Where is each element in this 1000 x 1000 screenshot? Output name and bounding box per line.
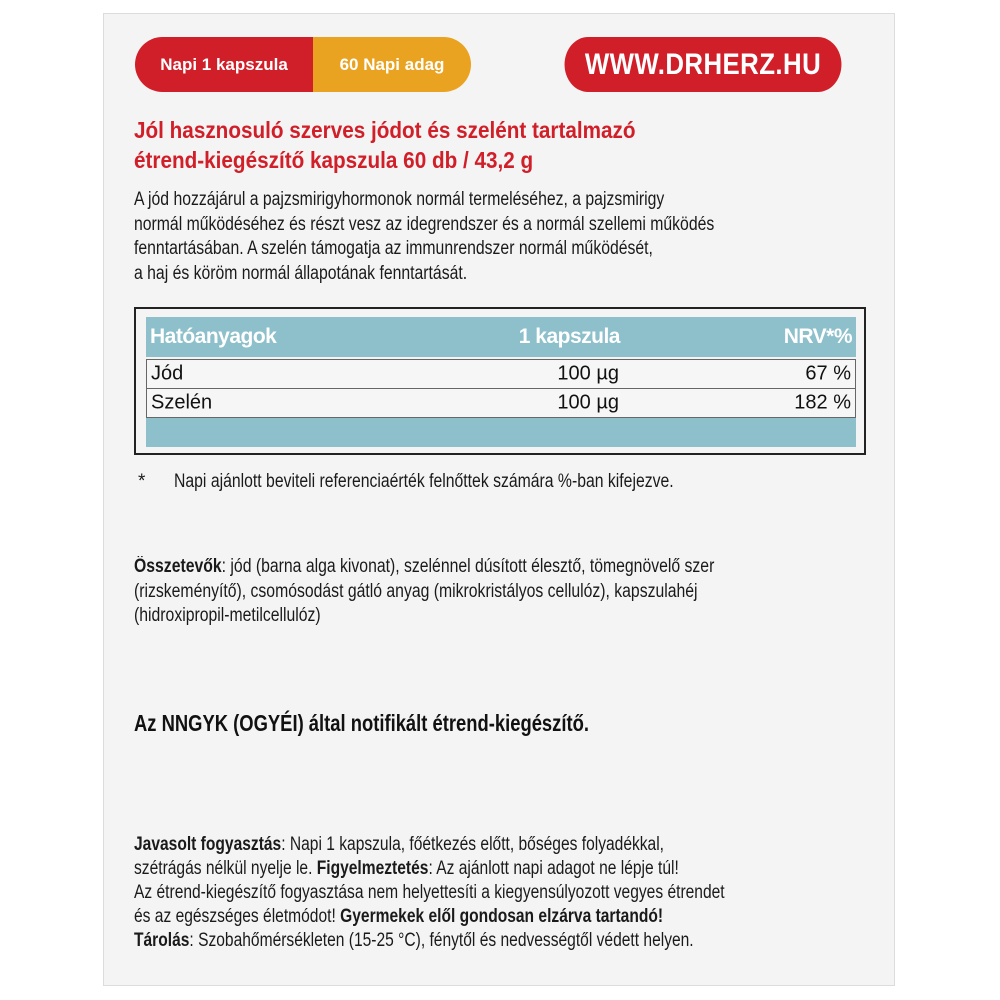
child-warning: Gyermekek elől gondosan elzárva tartandó! — [340, 906, 664, 927]
daily-dose-badge: Napi 1 kapszula — [135, 37, 313, 92]
health-claim-line: a haj és köröm normál állapotának fenntartását. — [134, 262, 468, 284]
storage-text: : Szobahőmérsékleten (15-25 °C), fénytől és nedvességtől védett helyen. — [189, 930, 694, 951]
footnote-text: Napi ajánlott beviteli referenciaérték felnőttek számára %-ban kifejezve. — [174, 471, 674, 492]
health-claim-line: fenntartásában. A szelén támogatja az immunrendszer normál működését, — [134, 238, 653, 259]
header-nrv: NRV*% — [783, 325, 852, 348]
warning-text: Az étrend-kiegészítő fogyasztása nem helyettesíti a kiegyensúlyozott vegyes étrendet — [134, 882, 725, 903]
warning-label: Figyelmeztetés — [316, 858, 429, 879]
table-header — [146, 317, 856, 357]
ingredients-text: : jód (barna alga kivonat), szelénnel dúsított élesztő, tömegnövelő szer — [221, 556, 715, 577]
warning-text: és az egészséges életmódot! — [134, 906, 341, 927]
health-claim-line: normál működéséhez és részt vesz az idegrendszer és a normál szellemi működés — [134, 213, 715, 235]
ingredients-text: (hidroxipropil-metilcellulóz) — [134, 605, 321, 626]
nutrition-table — [134, 307, 866, 455]
ingredient-nrv: 182 % — [794, 391, 851, 414]
dosage-badge — [135, 37, 471, 92]
servings-badge: 60 Napi adag — [313, 37, 471, 92]
warning-text: : Az ajánlott napi adagot ne lépje túl! — [428, 858, 679, 879]
table-row — [146, 389, 856, 418]
ingredient-amount: 100 µg — [557, 362, 619, 385]
website-badge: WWW.DRHERZ.HU — [565, 37, 842, 92]
usage-instructions — [134, 833, 847, 953]
notification-statement: Az NNGYK (OGYÉI) által notifikált étrend-kiegészítő. — [134, 710, 589, 736]
header-per-capsule: 1 kapszula — [518, 325, 620, 348]
ingredients-label: Összetevők — [134, 556, 222, 577]
usage-label: Javasolt fogyasztás — [134, 834, 282, 855]
table-row — [146, 359, 856, 389]
table-footer — [146, 418, 856, 447]
product-title — [134, 115, 800, 175]
ingredients-text: (rizskeményítő), csomósodást gátló anyag (mikrokristályos cellulóz), kapszulahéj — [134, 580, 698, 602]
ingredient-amount: 100 µg — [557, 391, 619, 414]
health-claims — [134, 188, 798, 286]
usage-text: : Napi 1 kapszula, főétkezés előtt, bőséges folyadékkal, — [281, 834, 665, 855]
footnote-marker: * — [138, 471, 146, 492]
ingredient-nrv: 67 % — [805, 362, 851, 385]
ingredient-name: Jód — [151, 362, 184, 385]
health-claim-line: A jód hozzájárul a pajzsmirigyhormonok normál termeléséhez, a pajzsmirigy — [134, 189, 665, 210]
storage-label: Tárolás — [134, 930, 190, 951]
ingredients — [134, 555, 848, 629]
product-title-line: étrend-kiegészítő kapszula 60 db / 43,2 g — [134, 147, 534, 173]
product-title-line: Jól hasznosuló szerves jódot és szelént tartalmazó — [134, 117, 636, 143]
usage-text: szétrágás nélkül nyelje le. — [134, 858, 317, 879]
ingredient-name: Szelén — [151, 391, 213, 414]
header-active-ingredients: Hatóanyagok — [150, 325, 277, 348]
